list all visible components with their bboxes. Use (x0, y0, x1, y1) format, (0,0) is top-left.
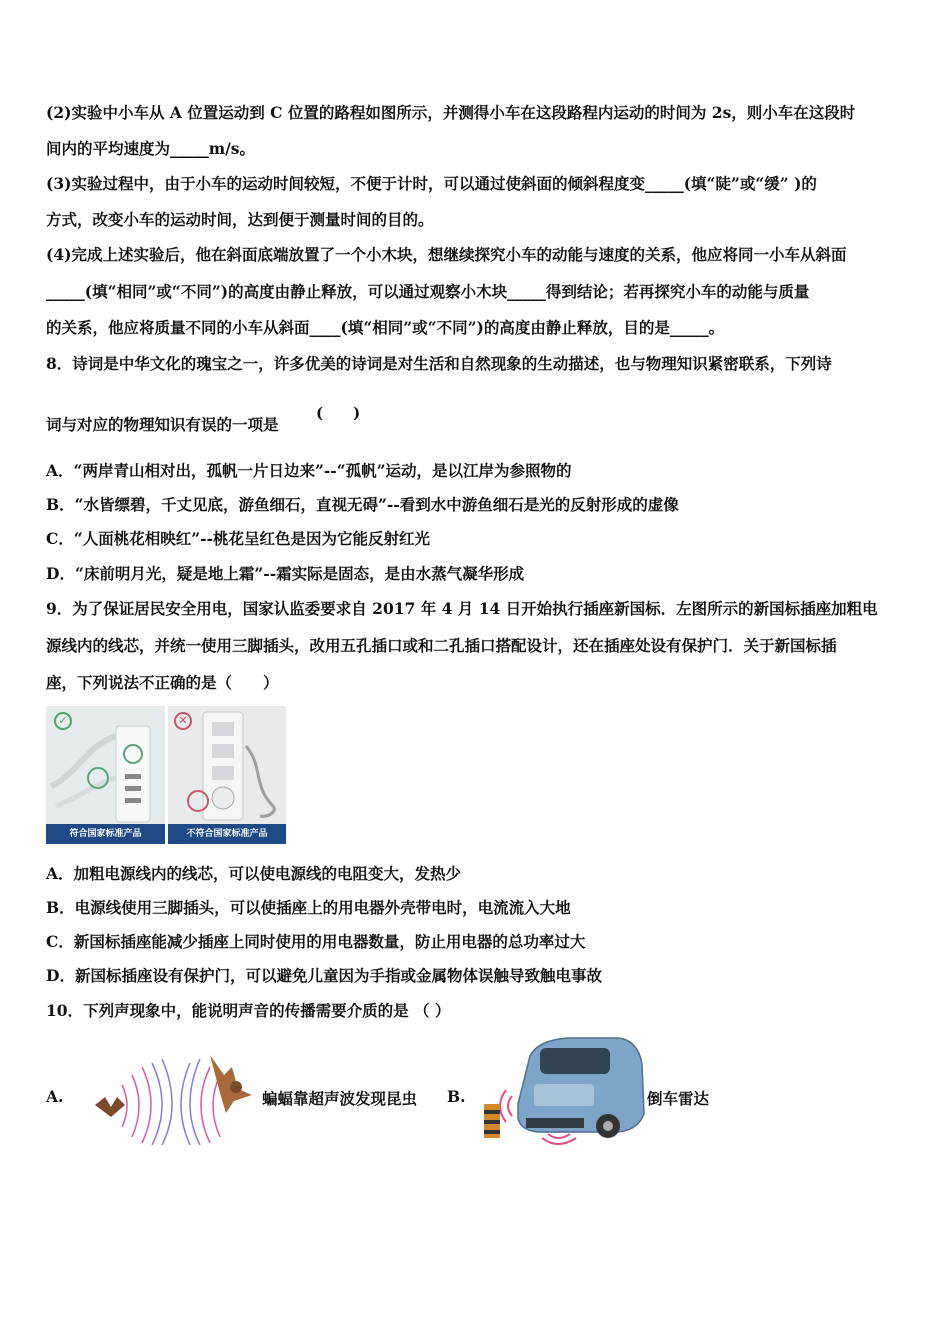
compliant-socket-photo (46, 706, 165, 844)
q10-option-b-label: B. (447, 1087, 466, 1106)
q9-stem-line3: 座，下列说法不正确的是（ ） (46, 673, 279, 692)
noncompliant-caption: 不符合国家标准产品 (168, 824, 286, 844)
q9-stem-line2: 源线内的线芯，并统一使用三脚插头，改用五孔插口或和二孔插口搭配设计，还在插座处设有保护门．关于新国标插 (46, 636, 837, 655)
q9-option-a: A．加粗电源线内的线芯，可以使电源线的电阻变大，发热少 (46, 864, 462, 883)
q8-stem-line1: 8．诗词是中华文化的瑰宝之一，许多优美的诗词是对生活和自然现象的生动描述，也与物理知识紧密联系，下列诗 (46, 354, 832, 373)
q7-part2-line2: 间内的平均速度为_____m/s。 (46, 139, 256, 158)
q7-part3-line1: (3)实验过程中，由于小车的运动时间较短，不便于计时，可以通过使斜面的倾斜程度变_____(填“陡”或“缓” )的 (46, 174, 817, 193)
compliant-caption: 符合国家标准产品 (46, 824, 165, 844)
q7-part4-line3: 的关系，他应将质量不同的小车从斜面____(填“相同”或“不同”)的高度由静止释放，目的是_____。 (46, 318, 725, 337)
q9-option-d: D．新国标插座设有保护门，可以避免儿童因为手指或金属物体误触导致触电事故 (46, 966, 602, 985)
q10-option-b-text: 倒车雷达 (647, 1089, 710, 1108)
q8-option-c: C．“人面桃花相映红”--桃花呈红色是因为它能反射红光 (46, 529, 431, 548)
q7-part2-line1: (2)实验中小车从 A 位置运动到 C 位置的路程如图所示，并测得小车在这段路程内运动的时间为 2s，则小车在这段时 (46, 103, 856, 122)
q7-part4-line2: _____(填“相同”或“不同”)的高度由静止释放，可以通过观察小木块_____得到结论；若再探究小车的动能与质量 (46, 282, 810, 301)
q8-answer-paren: ( ) (316, 404, 361, 422)
q10-option-a-label: A. (46, 1087, 64, 1106)
noncompliant-socket-photo (168, 706, 286, 844)
reversing-radar-illustration (478, 1034, 646, 1146)
q9-option-b: B．电源线使用三脚插头，可以使插座上的用电器外壳带电时，电流流入大地 (46, 898, 571, 917)
q8-option-d: D．“床前明月光，疑是地上霜”--霜实际是固态，是由水蒸气凝华形成 (46, 564, 525, 583)
q9-option-c: C．新国标插座能减少插座上同时使用的用电器数量，防止用电器的总功率过大 (46, 932, 586, 951)
q10-option-a-text: 蝙蝠靠超声波发现昆虫 (262, 1089, 418, 1108)
q8-stem-line2: 词与对应的物理知识有误的一项是 (46, 415, 279, 434)
q7-part4-line1: (4)完成上述实验后，他在斜面底端放置了一个小木块，想继续探究小车的动能与速度的关系，他应将同一小车从斜面 (46, 245, 847, 264)
cross-icon: ✕ (174, 712, 192, 730)
bat-ultrasound-illustration (90, 1045, 260, 1145)
q8-option-a: A．“两岸青山相对出，孤帆一片日边来”--“孤帆”运动，是以江岸为参照物的 (46, 461, 572, 480)
q9-stem-line1: 9．为了保证居民安全用电，国家认监委要求自 2017 年 4 月 14 日开始执行插座新国标．左图所示的新国标插座加粗电 (46, 599, 878, 618)
check-icon: ✓ (54, 712, 72, 730)
q7-part3-line2: 方式，改变小车的运动时间，达到便于测量时间的目的。 (46, 210, 434, 229)
q8-option-b: B．“水皆缥碧，千丈见底，游鱼细石，直视无碍”--看到水中游鱼细石是光的反射形成的虚像 (46, 495, 679, 514)
q10-stem: 10．下列声现象中，能说明声音的传播需要介质的是 （ ） (46, 1001, 451, 1020)
